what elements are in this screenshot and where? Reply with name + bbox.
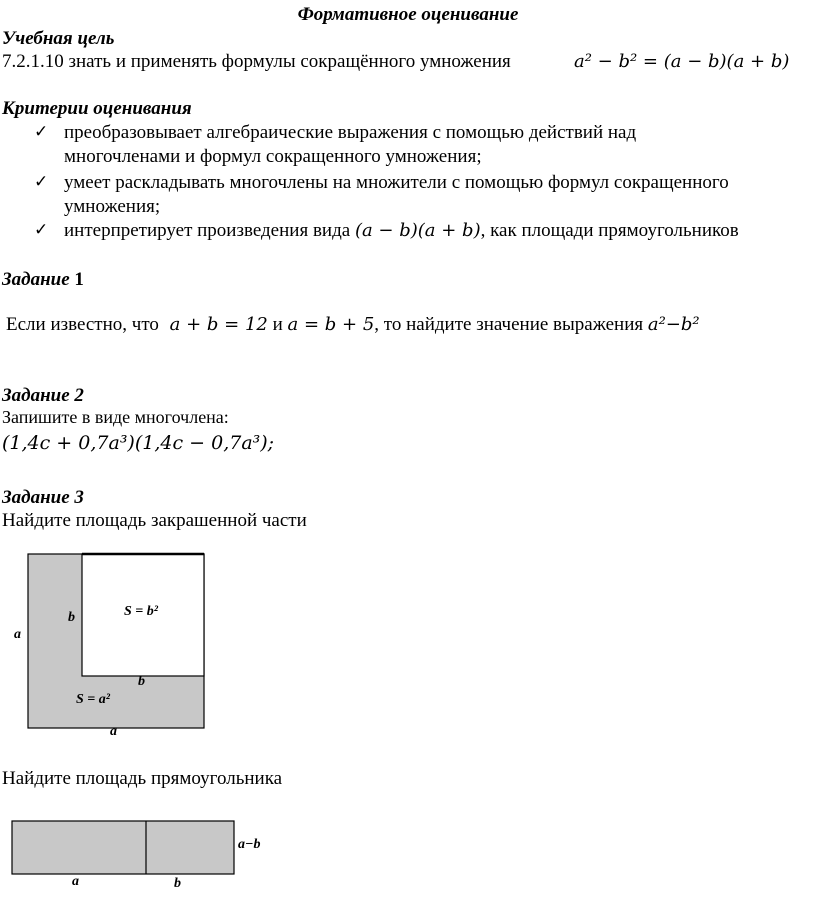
page-title: Формативное оценивание bbox=[297, 4, 519, 25]
task1-heading-word: Задание bbox=[2, 269, 70, 290]
task2-heading: Задание 2 bbox=[2, 385, 84, 406]
criteria-item-1-line1: преобразовывает алгебраические выражения с помощью действий над bbox=[64, 122, 637, 143]
label-rect-b: b bbox=[174, 876, 181, 891]
shaded-area-figure bbox=[0, 540, 300, 740]
task1-text-1: Если известно, что bbox=[6, 314, 159, 335]
task3-instruction-2: Найдите площадь прямоугольника bbox=[2, 768, 283, 789]
task1-heading bbox=[2, 269, 84, 291]
check-icon: ✓ bbox=[34, 220, 49, 240]
task3-instruction: Найдите площадь закрашенной части bbox=[2, 510, 307, 531]
criteria-item-2-line1: умеет раскладывать многочлены на множители с помощью формул сокращенного bbox=[64, 172, 729, 193]
task3-heading: Задание 3 bbox=[2, 487, 84, 508]
label-b-inner: b bbox=[68, 610, 75, 625]
label-s-a2: S = a² bbox=[76, 692, 110, 707]
task1-heading-number: 1 bbox=[74, 269, 84, 290]
label-rect-a: a bbox=[72, 874, 79, 889]
label-a-bottom: a bbox=[110, 724, 117, 739]
criteria-item-3-formula: (a − b)(a + b) bbox=[354, 220, 481, 241]
criteria-item-3 bbox=[64, 220, 739, 242]
criteria-item-1-line2: многочленами и формул сокращенного умножения; bbox=[64, 146, 482, 167]
task2-expression: (1,4c + 0,7a³)(1,4c − 0,7a³); bbox=[2, 432, 275, 454]
rectangle bbox=[12, 821, 234, 874]
task1-text-3: , то найдите значение выражения bbox=[374, 314, 644, 335]
check-icon: ✓ bbox=[34, 172, 49, 192]
task1-text bbox=[6, 314, 700, 336]
task1-formula-1: a + b = 12 bbox=[169, 314, 268, 335]
criteria-item-3-tail: , как площади прямоугольников bbox=[480, 220, 739, 241]
task1-formula-2: a = b + 5 bbox=[287, 314, 375, 335]
criteria-item-2-line2: умножения; bbox=[64, 196, 161, 217]
label-s-b2: S = b² bbox=[124, 604, 158, 619]
label-a-left: a bbox=[14, 627, 21, 642]
task1-text-2: и bbox=[272, 314, 283, 335]
goal-formula: a² − b² = (a − b)(a + b) bbox=[574, 51, 790, 72]
check-icon: ✓ bbox=[34, 122, 49, 142]
goal-text: 7.2.1.10 знать и применять формулы сокращённого умножения bbox=[2, 51, 511, 72]
goal-heading: Учебная цель bbox=[2, 28, 115, 49]
task1-formula-3: a²−b² bbox=[647, 314, 700, 335]
label-a-minus-b: a−b bbox=[238, 837, 261, 852]
task2-instruction: Запишите в виде многочлена: bbox=[2, 407, 229, 427]
criteria-heading: Критерии оценивания bbox=[2, 98, 192, 119]
label-b-bottom: b bbox=[138, 674, 145, 689]
criteria-item-3-text: интерпретирует произведения вида bbox=[64, 220, 351, 241]
